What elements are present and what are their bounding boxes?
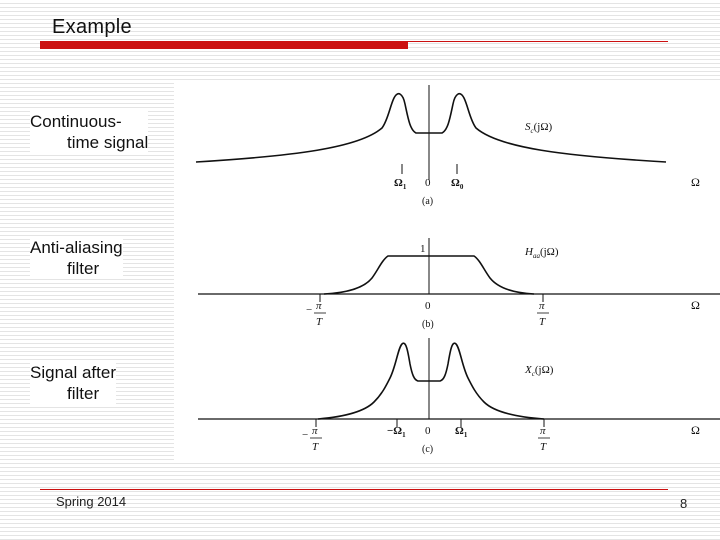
panel-c-filtered-curve: [318, 343, 544, 419]
label-b-line2: filter: [67, 259, 100, 278]
panel-b-level-label: 1: [420, 243, 426, 255]
panel-b: [198, 238, 720, 330]
panel-a-tick-label-neg: $\Omega_1$: [394, 177, 407, 191]
title-underline: [408, 41, 668, 42]
panel-b-function-label: $H_{aa}(j\Omega)$: [525, 246, 559, 260]
panel-c-caption: (c): [422, 444, 434, 455]
panel-c-tick-pos-pi: π: [540, 425, 546, 437]
spectrum-figure: [174, 82, 720, 460]
panel-b-caption: (b): [422, 319, 434, 330]
panel-a-function-label: $S_c(j\Omega)$: [525, 121, 553, 135]
panel-a-tick-label-pos: $\Omega_0$: [451, 177, 464, 191]
label-anti-aliasing-filter: [30, 237, 123, 279]
footer-date: Spring 2014: [56, 494, 127, 509]
label-b-line1: Anti-aliasing: [30, 238, 123, 257]
title-accent-bar: [40, 41, 408, 49]
panel-b-tick-neg-pi: π: [316, 300, 322, 312]
label-continuous-time-signal: [30, 111, 148, 153]
label-a-line1: Continuous-: [30, 112, 122, 131]
panel-c-tick-label-zero: 0: [425, 425, 431, 437]
panel-c-function-label: $X_c(j\Omega)$: [525, 364, 554, 378]
panel-b-tick-neg-T: T: [316, 316, 323, 328]
footer-divider: [40, 489, 668, 490]
label-c-line2: filter: [67, 384, 100, 403]
panel-c-tick-label-neg-omega: $-\Omega_1$: [387, 425, 406, 439]
slide-title: Example: [52, 16, 132, 38]
panel-b-tick-pos-T: T: [539, 316, 546, 328]
label-a-line2: time signal: [67, 133, 149, 152]
page-number: 8: [680, 496, 688, 511]
panel-c-tick-neg-pi: π: [312, 425, 318, 437]
panel-b-tick-label-zero: 0: [425, 300, 431, 312]
label-signal-after-filter: [30, 362, 116, 404]
panel-b-tick-neg-prefix: −: [306, 304, 313, 316]
label-c-line1: Signal after: [30, 363, 116, 382]
panel-c-tick-pos-T: T: [540, 441, 547, 453]
panel-b-tick-pos-pi: π: [539, 300, 545, 312]
panel-a-spectrum-curve: [196, 94, 666, 162]
panel-a-axis-label: Ω: [691, 175, 700, 189]
panel-c: [198, 338, 720, 455]
panel-b-axis-label: Ω: [691, 298, 700, 312]
panel-a-caption: (a): [422, 196, 434, 207]
panel-c-tick-neg-T: T: [312, 441, 319, 453]
spectrum-figure-svg: [174, 82, 720, 460]
panel-c-axis-label: Ω: [691, 423, 700, 437]
panel-c-tick-label-pos-omega: $\Omega_1$: [455, 425, 468, 439]
panel-c-tick-neg-prefix: −: [302, 429, 309, 441]
panel-a: [196, 85, 700, 207]
panel-a-tick-label-zero: 0: [425, 177, 431, 189]
